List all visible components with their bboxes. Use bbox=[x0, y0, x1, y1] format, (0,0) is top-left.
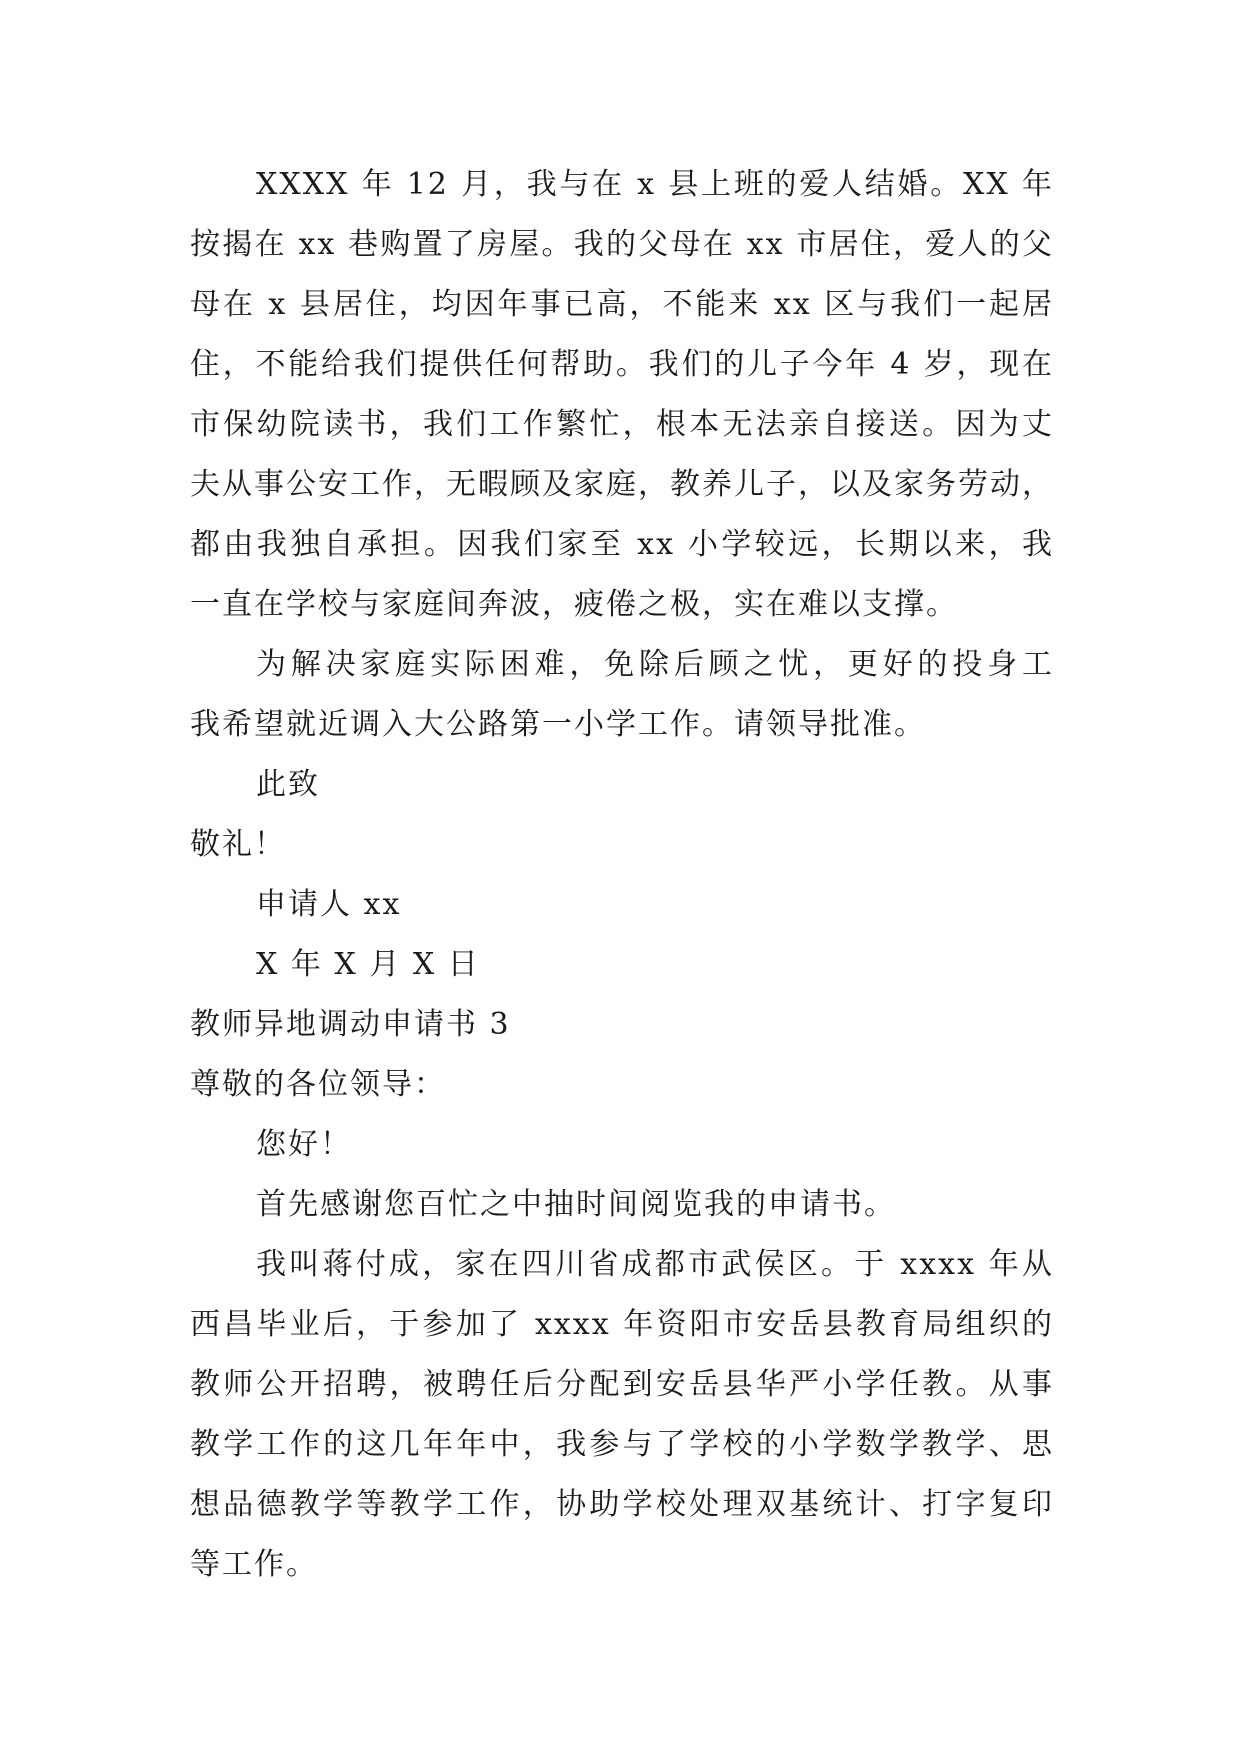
text-line: 等工作。 bbox=[190, 1547, 318, 1582]
applicant-signature: 申请人 xx bbox=[256, 887, 402, 922]
paragraph-family-situation bbox=[190, 155, 1054, 635]
hello-text: 您好！ bbox=[256, 1127, 352, 1162]
signature-date: X 年 X 月 X 日 bbox=[256, 947, 480, 982]
text-line: 为解决家庭实际困难，免除后顾之忧，更好的投身工 bbox=[256, 647, 1054, 682]
text-line: 市保幼院读书，我们工作繁忙，根本无法亲自接送。因为丈 bbox=[190, 407, 1054, 442]
paragraph-request bbox=[190, 635, 1054, 755]
text-line: XXXX 年 12 月，我与在 x 县上班的爱人结婚。XX 年 bbox=[256, 167, 1054, 202]
text-line: 夫从事公安工作，无暇顾及家庭，教养儿子，以及家务劳动， bbox=[190, 467, 1054, 502]
closing-text: 此致 bbox=[256, 767, 320, 802]
thanks-text: 首先感谢您百忙之中抽时间阅览我的申请书。 bbox=[256, 1187, 896, 1222]
text-line: 教师公开招聘，被聘任后分配到安岳县华严小学任教。从事 bbox=[190, 1367, 1054, 1402]
text-line: 一直在学校与家庭间奔波，疲倦之极，实在难以支撑。 bbox=[190, 587, 958, 622]
text-line: 我希望就近调入大公路第一小学工作。请领导批准。 bbox=[190, 707, 926, 742]
paragraph-background bbox=[190, 1235, 1054, 1595]
text-line: 母在 x 县居住，均因年事已高，不能来 xx 区与我们一起居 bbox=[190, 287, 1054, 322]
text-line: 我叫蒋付成，家在四川省成都市武侯区。于 xxxx 年从 bbox=[256, 1247, 1054, 1282]
greeting-text: 尊敬的各位领导： bbox=[190, 1067, 446, 1102]
document-page bbox=[190, 155, 1054, 1595]
salute-text: 敬礼！ bbox=[190, 827, 286, 862]
section-title: 教师异地调动申请书 3 bbox=[190, 1007, 511, 1042]
text-line: 想品德教学等教学工作，协助学校处理双基统计、打字复印 bbox=[190, 1487, 1054, 1522]
text-line: 西昌毕业后，于参加了 xxxx 年资阳市安岳县教育局组织的 bbox=[190, 1307, 1054, 1342]
text-line: 按揭在 xx 巷购置了房屋。我的父母在 xx 市居住，爱人的父 bbox=[190, 227, 1054, 262]
text-line: 教学工作的这几年年中，我参与了学校的小学数学教学、思 bbox=[190, 1427, 1054, 1462]
text-line: 住，不能给我们提供任何帮助。我们的儿子今年 4 岁，现在 bbox=[190, 347, 1054, 382]
text-line: 都由我独自承担。因我们家至 xx 小学较远，长期以来，我 bbox=[190, 527, 1054, 562]
